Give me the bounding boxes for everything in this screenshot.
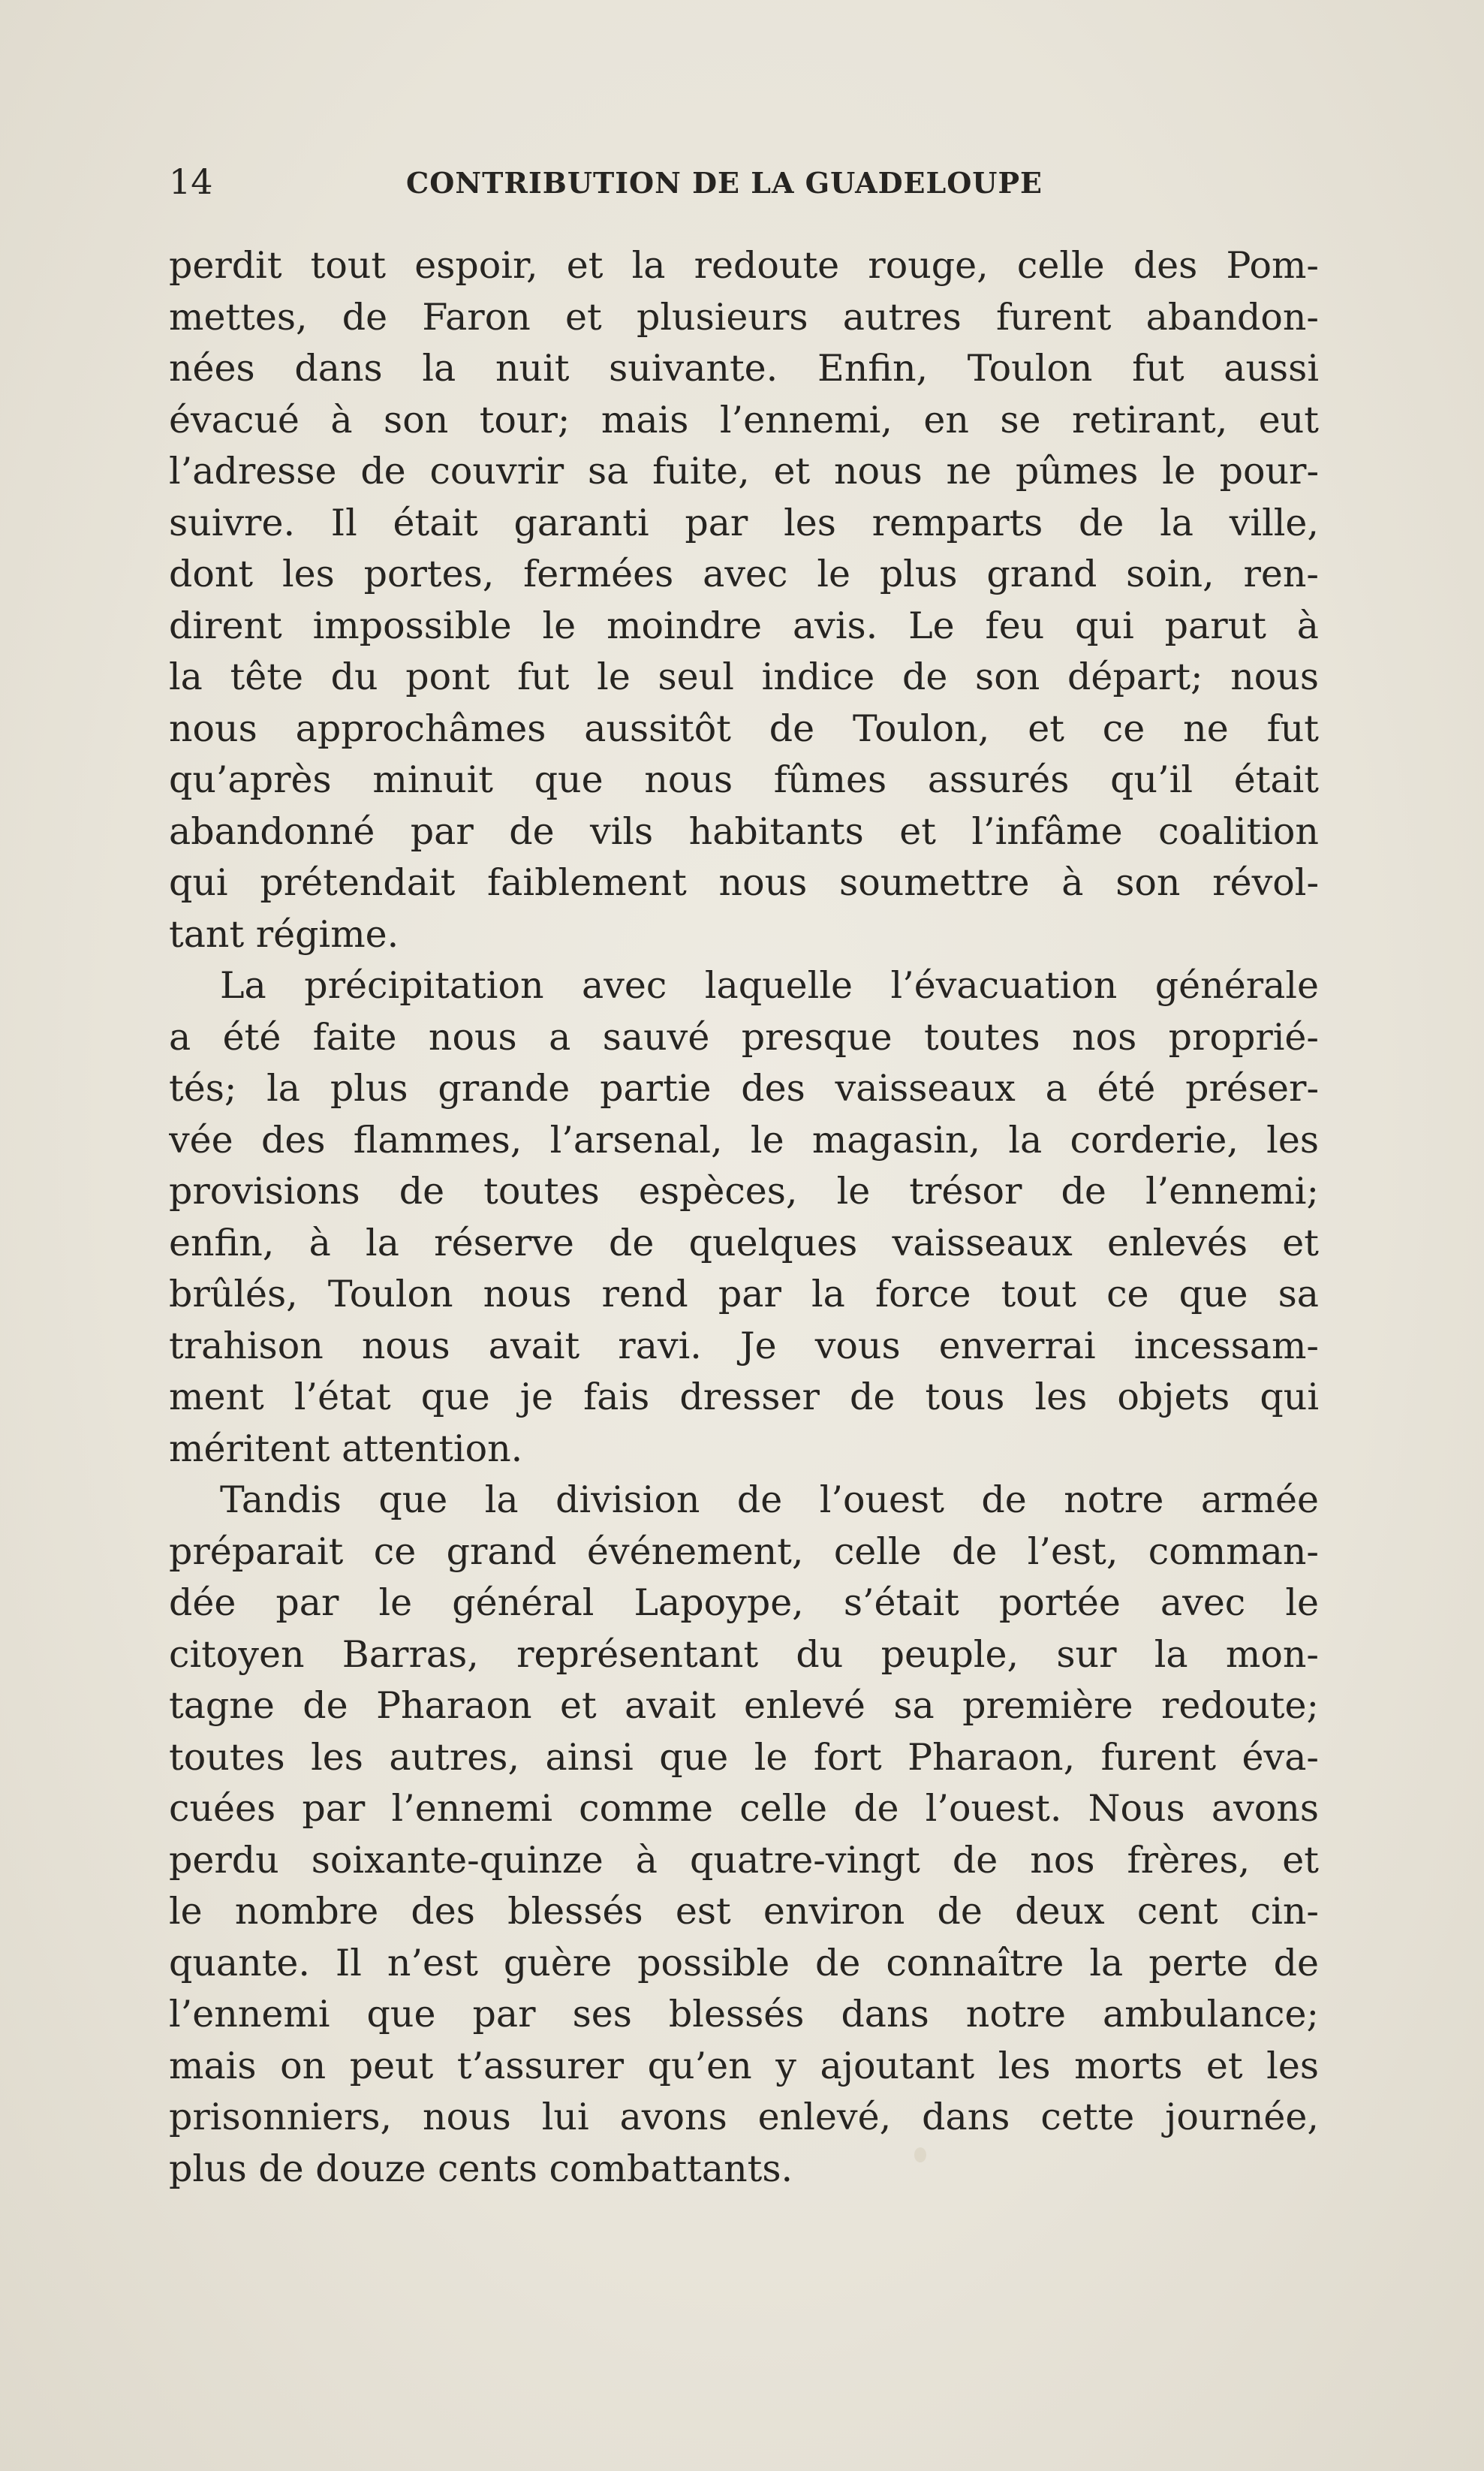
text-line: l’ennemi que par ses blessés dans notre ambulance; [169, 1993, 1319, 2036]
text-line: suivre. Il était garanti par les remparts de la ville, [169, 501, 1319, 544]
paragraph-start-line: La précipitation avec laquelle l’évacuation générale [220, 964, 1319, 1007]
text-line: dirent impossible le moindre avis. Le feu qui parut à [169, 604, 1319, 647]
text-line: ment l’état que je fais dresser de tous les objets qui [169, 1376, 1319, 1418]
text-line: le nombre des blessés est environ de deux cent cin- [169, 1890, 1319, 1933]
paper-blemish [914, 2147, 926, 2162]
text-line: l’adresse de couvrir sa fuite, et nous ne pûmes le pour- [169, 450, 1319, 493]
text-line: prisonniers, nous lui avons enlevé, dans cette journée, [169, 2096, 1319, 2138]
text-line: citoyen Barras, représentant du peuple, sur la mon- [169, 1632, 1319, 1676]
text-line: nées dans la nuit suivante. Enfin, Toulon fut aussi [169, 347, 1319, 390]
running-title: CONTRIBUTION DE LA GUADELOUPE [406, 166, 1043, 200]
text-line: préparait ce grand événement, celle de l’est, comman- [169, 1529, 1319, 1573]
text-line: vée des flammes, l’arsenal, le magasin, la corderie, les [169, 1118, 1319, 1162]
text-line: qu’après minuit que nous fûmes assurés qu’il était [169, 758, 1319, 801]
text-line: trahison nous avait ravi. Je vous enverrai incessam- [169, 1324, 1319, 1367]
text-line: cuées par l’ennemi comme celle de l’ouest. Nous avons [169, 1787, 1319, 1830]
text-line: quante. Il n’est guère possible de connaître la perte de [169, 1941, 1319, 1984]
page-number: 14 [169, 161, 213, 202]
text-line: tagne de Pharaon et avait enlevé sa première redoute; [169, 1684, 1319, 1727]
text-line: toutes les autres, ainsi que le fort Pharaon, furent éva- [169, 1735, 1319, 1779]
text-line: provisions de toutes espèces, le trésor de l’ennemi; [169, 1170, 1319, 1213]
text-line: abandonné par de vils habitants et l’infâme coalition [169, 809, 1319, 853]
text-line: a été faite nous a sauvé presque toutes nos proprié- [169, 1015, 1319, 1059]
text-line: brûlés, Toulon nous rend par la force tout ce que sa [169, 1273, 1319, 1315]
text-line: évacué à son tour; mais l’ennemi, en se retirant, eut [169, 398, 1319, 441]
text-line: qui prétendait faiblement nous soumettre à son révol- [169, 861, 1319, 904]
text-line: perdit tout espoir, et la redoute rouge, celle des Pom- [169, 244, 1319, 287]
text-line: enfin, à la réserve de quelques vaisseaux enlevés et [169, 1221, 1319, 1264]
text-line: nous approchâmes aussitôt de Toulon, et ce ne fut [169, 707, 1319, 750]
text-line: dont les portes, fermées avec le plus grand soin, ren- [169, 553, 1319, 595]
paragraph-end-line: tant régime. [169, 912, 399, 956]
paragraph-start-line: Tandis que la division de l’ouest de notre armée [220, 1478, 1319, 1521]
page-header [169, 159, 1317, 204]
text-line: perdu soixante-quinze à quatre-vingt de nos frères, et [169, 1838, 1319, 1882]
paragraph-end-line: plus de douze cents combattants. [169, 2147, 793, 2190]
text-line: mais on peut t’assurer qu’en y ajoutant les morts et les [169, 2044, 1319, 2087]
text-line: mettes, de Faron et plusieurs autres furent abandon- [169, 295, 1319, 339]
body-text [169, 240, 1319, 2195]
text-line: la tête du pont fut le seul indice de son départ; nous [169, 655, 1319, 698]
text-line: tés; la plus grande partie des vaisseaux a été préser- [169, 1067, 1319, 1110]
text-line: dée par le général Lapoype, s’était portée avec le [169, 1581, 1319, 1624]
paragraph-end-line: méritent attention. [169, 1427, 523, 1470]
